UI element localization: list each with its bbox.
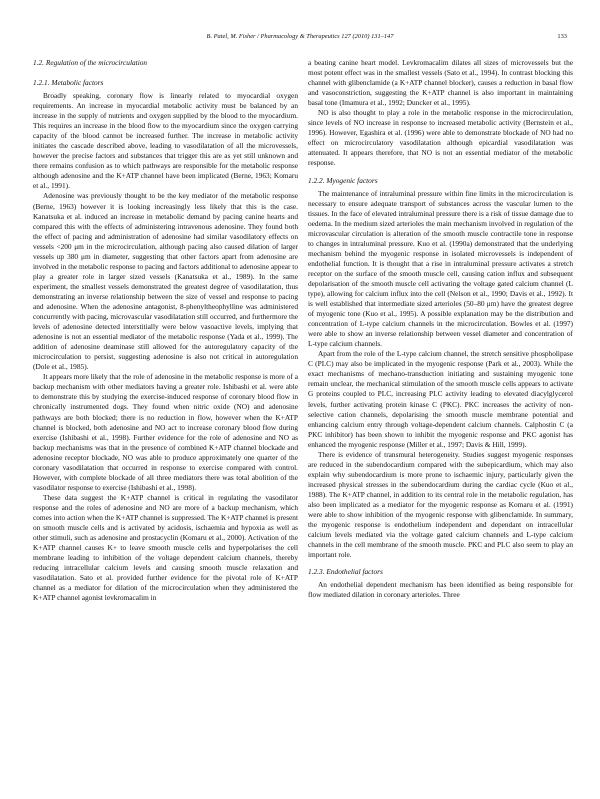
running-title: B. Patel, M. Fisher / Pharmacology & Therapeutics 127 (2010) 131–147	[206, 33, 394, 40]
paragraph: NO is also thought to play a role in the metabolic response in the microcirculation, since levels of NO increase in response to increased metabolic activity (Bernstein et al., 1996). However, Egashira et al. (1996) were able to demonstrate blockade of NO had no effect on microcirculatory vasodilatation although epicardial vasodilatation was attenuated. It appears therefore, that NO is not an essential mediator of the metabolic response.	[308, 108, 573, 168]
paragraph: There is evidence of transmural heterogeneity. Studies suggest myogenic responses are reduced in the subendocardium compared with the subepicardium, which may also explain why subendocardium is more prone to ischaemic injury, particularly given the increased physical stresses in the subendocardium during the cardiac cycle (Kuo et al., 1988). The K+ATP channel, in addition to its central role in the metabolic regulation, has also been implicated as a mediator for the myogenic response as Komaru et al. (1991) were able to show inhibition of the myogenic response with glibenclamide. In summary, the myogenic response is endothelium independent and dependant on intracellular calcium levels mediated via the voltage gated calcium channels and L-type calcium channels in the cell membrane of the smooth muscle. PKC and PLC also seem to play an important role.	[308, 449, 573, 560]
section-heading: 1.2. Regulation of the microcirculation	[33, 58, 148, 67]
paragraph: Broadly speaking, coronary flow is linearly related to myocardial oxygen requirements. An increase in myocardial metabolic activity must be balanced by an increase in the supply of nutrients and oxygen supplied by the blood to the myocardium. This requires an increase in the blood flow to the myocardium since the oxygen carrying capacity of the blood cannot be increased further. The increase in metabolic activity initiates the cascade described above, leading to vasodilatation of all the microvessels, however the precise factors and substances that trigger this are as yet still unknown and there remains confusion as to which pathways are responsible for the metabolic response although adenosine and the K+ATP channel have been implicated (Berne, 1963; Komaru et al., 1991).	[33, 91, 298, 191]
paragraph: Adenosine was previously thought to be the key mediator of the metabolic response (Berne, 1963) however it is looking increasingly less likely that this is the case. Kanatsuka et al. induced an increase in metabolic demand by pacing canine hearts and compared this with the effects of administering intravenous adenosine. They found both the effect of pacing and administration of adenosine had similar vasodilatory effects on vessels <200 μm in the microcirculation, although pacing also caused dilation of larger vessels up 380 μm in diameter, suggesting that other factors apart from adenosine are involved in the metabolic response to pacing and factors additional to adenosine appear to play a greater role in larger sized vessels (Kanatsuka et al., 1989). In the same experiment, the smallest vessels demonstrated the greatest degree of vasodilatation, thus demonstrating an inverse relationship between the size of vessel and response to pacing and adenosine. When the adenosine antagonist, 8-phenyltheophylline was administered concurrently with pacing, microvascular vasodilatation still occurred, and furthermore the levels of adenosine detected interstitially were below vasoactive levels, implying that adenosine is not an essential mediator of the metabolic response (Yada et al., 1999). The addition of adenosine deaminase still allowed for the autoregulatory capacity of the microcirculation to persist, suggesting adenosine is also not critical in autoregulation (Dole et al., 1985).	[33, 191, 298, 372]
subsection-heading-myogenic: 1.2.2. Myogenic factors	[308, 175, 378, 185]
paragraph: The maintenance of intraluminal pressure within fine limits in the microcirculation is necessary to ensure adequate transport of substances across the vascular lumen to the tissues. In the face of elevated intraluminal pressure there is a risk of tissue damage due to oedema. In the medium sized arterioles the main mechanism involved in regulation of the microvascular circulation is alteration of the smooth muscle contractile tone in response to changes in intraluminal pressure. Kuo et al. (1990a) demonstrated that the underlying mechanism behind the myogenic response in isolated microvessels is independent of endothelial function. It is thought that a rise in intraluminal pressure activates a stretch receptor on the surface of the smooth muscle cell, causing cation influx and subsequent depolarisation of the smooth muscle cell activating the voltage gated calcium channel (L type), allowing for calcium influx into the cell (Nelson et al., 1990; Davis et al., 1992). It is well established that intermediate sized arterioles (50–80 μm) have the greatest degree of myogenic tone (Kuo et al., 1995). A possible explanation may be the distribution and concentration of L-type calcium channels in the microcirculation. Bowles et al. (1997) were able to show an inverse relationship between vessel diameter and concentration of L-type calcium channels.	[308, 188, 573, 349]
left-column	[33, 58, 298, 603]
paragraph: It appears more likely that the role of adenosine in the metabolic response is more of a backup mechanism with other mediators having a greater role. Ishibashi et al. were able to demonstrate this by studying the exercise-induced response of coronary blood flow in chronically instrumented dogs. They found when nitric oxide (NO) and adenosine pathways are both blocked; there is no reduction in flow, however when the K+ATP channel is blocked, both adenosine and NO act to increase coronary blood flow during exercise (Ishibashi et al., 1998). Further evidence for the role of adenosine and NO as backup mechanisms was that in the presence of combined K+ATP channel blockade and adenosine receptor blockade, NO was able to produce approximately one quarter of the coronary vasodilatation that occurred in response to exercise compared with control. However, with complete blockade of all three mediators there was total abolition of the vasodilator response to exercise (Ishibashi et al., 1998).	[33, 372, 298, 492]
paragraph: These data suggest the K+ATP channel is critical in regulating the vasodilator response and the roles of adenosine and NO are more of a backup mechanism, which comes into action when the K+ATP channel is suppressed. The K+ATP channel is present on smooth muscle cells and is activated by acidosis, ischaemia and hypoxia as well as other stimuli, such as adenosine and prostacyclin (Komaru et al., 2000). Activation of the K+ATP channel causes K+ to leave smooth muscle cells and hyperpolarises the cell membrane leading to inhibition of the voltage dependent calcium channels, thereby reducing intracellular calcium levels and causing smooth muscle relaxation and vasodilatation. Sato et al. provided further evidence for the pivotal role of K+ATP channel as a mediator for dilation of the microcirculation when they administered the K+ATP channel agonist levkromacalim in	[33, 492, 298, 603]
page-number: 133	[557, 33, 567, 40]
paragraph-continued: a beating canine heart model. Levkromacalim dilates all sizes of microvessels but the most potent effect was in the smallest vessels (Sato et al., 1994). In contrast blocking this channel with glibenclamide (a K+ATP channel blocker), causes a reduction in basal flow and vasoconstriction, suggesting the K+ATP channel is also important in maintaining basal tone (Imamura et al., 1992; Duncker et al., 1995).	[308, 58, 573, 108]
running-header	[0, 33, 600, 47]
subsection-heading-metabolic: 1.2.1. Metabolic factors	[33, 78, 104, 87]
paragraph: Apart from the role of the L-type calcium channel, the stretch sensitive phospholipase C (PLC) may also be implicated in the myogenic response (Park et al., 2003). While the exact mechanisms of mechano-transduction initiating and sustaining myogenic tone remain unclear, the mechanical stimulation of the smooth muscle cells appears to activate G proteins coupled to PLC, increasing PLC activity leading to elevated diacylglycerol levels, further activating protein kinase C (PKC). PKC increases the activity of non-selective cation channels, depolarising the smooth muscle membrane potential and enhancing calcium entry through voltage-dependent calcium channels. Calphostin C (a PKC inhibitor) has been shown to inhibit the myogenic response and PKC agonist has enhanced the myogenic response (Miller et al., 1997; Davis & Hill, 1999).	[308, 349, 573, 449]
paragraph: An endothelial dependent mechanism has been identified as being responsible for flow mediated dilation in coronary arterioles. Three	[308, 580, 573, 600]
right-column	[308, 58, 573, 600]
subsection-heading-endothelial: 1.2.3. Endothelial factors	[308, 567, 383, 577]
